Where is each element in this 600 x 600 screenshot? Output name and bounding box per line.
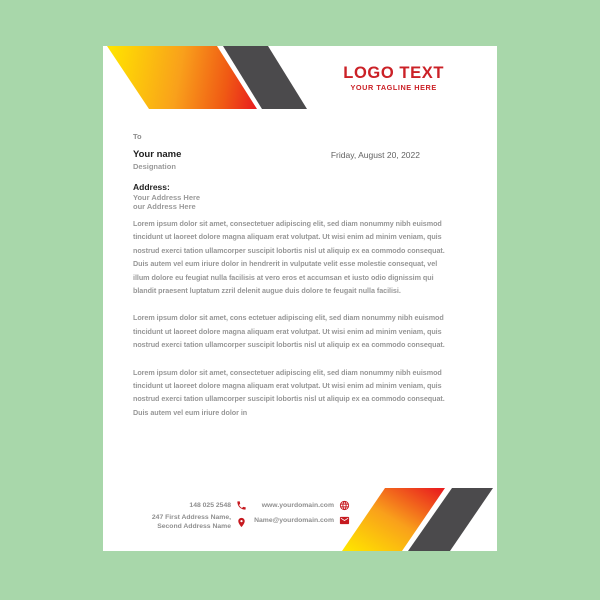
letterhead-paper — [103, 46, 497, 551]
address-line-1: Your Address Here — [133, 193, 201, 202]
recipient-designation: Designation — [133, 162, 176, 171]
body-paragraph-1: Lorem ipsum dolor sit amet, consectetuer adipiscing elit, sed diam nonummy nibh euismod tincidunt ut laoreet dolore magna aliquam erat volutpat. Ut wisi enim ad minim veniam, quis nostrud exerci tation ullamcorper suscipit lobortis nisl ut aliquip ex ea commodo consequat. Duis autem vel eum iriure dolor in hendrerit in vulputate velit esse molestie consequat, vel illum dolore eu feugiat nulla facilisis at vero eros et accumsan et iusto odio dignissim qui blandit praesent luptatum zzril delenit augue duis dolore te feugait nulla facilisi. — [133, 219, 445, 296]
letter-body — [133, 217, 447, 433]
footer-address-line-2: Second Address Name — [157, 523, 231, 530]
footer-email-item — [243, 515, 350, 526]
globe-icon — [339, 500, 350, 511]
footer-phone-number: 148 025 2548 — [189, 502, 231, 509]
envelope-icon — [339, 515, 350, 526]
body-paragraph-3: Lorem ipsum dolor sit amet, consectetuer adipiscing elit, sed diam nonummy nibh euismod tincidunt ut laoreet dolore magna aliquam erat volutpat. Ut wisi enim ad minim veniam, quis nostrud exerci tation ullamcorper suscipit lobortis nisl ut aliquip ex ea commodo consequat. Duis autem vel eum iriure dolor in — [133, 367, 445, 417]
recipient-name: Your name — [133, 149, 182, 160]
logo-tagline: YOUR TAGLINE HERE — [350, 83, 437, 92]
footer-address-item — [133, 513, 247, 531]
footer-website-text: www.yourdomain.com — [261, 502, 334, 509]
logo-block — [343, 65, 444, 92]
footer-website-item — [243, 500, 350, 511]
letter-date: Friday, August 20, 2022 — [330, 150, 420, 160]
footer-address-line-1: 247 First Address Name, — [151, 514, 231, 521]
to-label: To — [133, 132, 142, 141]
logo-text: LOGO TEXT — [343, 64, 444, 82]
address-label: Address: — [133, 182, 170, 192]
footer-email-text: Name@yourdomain.com — [254, 517, 334, 524]
footer-address-text — [152, 513, 231, 531]
address-line-2: our Address Here — [133, 202, 196, 211]
body-paragraph-2: Lorem ipsum dolor sit amet, cons ectetuer adipiscing elit, sed diam nonummy nibh euismod tincidunt ut laoreet dolore magna aliquam erat volutpat. Ut wisi enim ad minim veniam, quis nostrud exerci tation ullamcorper suscipit lobortis nisl ut aliquip ex ea commodo consequat. — [133, 313, 445, 350]
footer-phone-item — [133, 500, 247, 511]
